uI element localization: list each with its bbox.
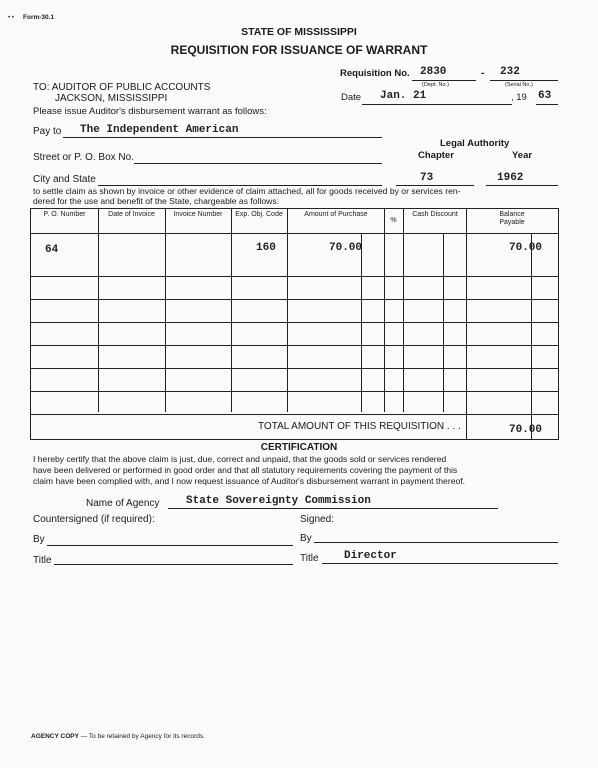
date-year-line — [536, 104, 558, 105]
by-line-left — [47, 545, 293, 546]
title-line-right — [322, 563, 558, 564]
footer-note — [31, 733, 205, 740]
col-line — [231, 209, 232, 412]
to-city-line: JACKSON, MISSISSIPPI — [55, 93, 168, 104]
year-value: 1962 — [497, 172, 524, 184]
dept-no-line — [412, 80, 476, 81]
header-amount: Amount of Purchase — [304, 211, 368, 218]
by-label-right: By — [300, 533, 312, 544]
cents-line — [443, 233, 444, 412]
cents-line — [361, 233, 362, 412]
certification-title: CERTIFICATION — [260, 442, 338, 453]
agency-value: State Sovereignty Commission — [186, 495, 371, 507]
requisition-dash: - — [481, 68, 485, 79]
settle-text-2: dered for the use and benefit of the State, chargeable as follows: — [33, 196, 280, 206]
row-amount-value: 70.00 — [329, 242, 363, 254]
date-year-value: 63 — [538, 90, 552, 102]
city-label: City and State — [33, 174, 96, 185]
row-balance-value: 70.00 — [509, 242, 543, 254]
date-value: Jan. 21 — [380, 90, 427, 102]
header-cash-discount: Cash Discount — [412, 211, 458, 218]
settle-text-1: to settle claim as shown by invoice or other evidence of claim attached, all for goods received by or services ren- — [33, 186, 461, 196]
serial-no-value: 232 — [500, 66, 520, 78]
date-label: Date — [341, 92, 362, 103]
agency-label: Name of Agency — [86, 498, 160, 509]
serial-no-caption: (Serial No.) — [505, 82, 533, 88]
col-line — [287, 209, 288, 412]
title-label-left: Title — [33, 555, 52, 566]
form-number: Form-30.1 — [23, 14, 55, 21]
signed-label: Signed: — [300, 514, 334, 525]
corner-mark: • • — [8, 15, 14, 21]
row-line — [31, 345, 558, 346]
agency-copy-label: AGENCY COPY — [31, 733, 79, 740]
charges-table — [30, 208, 559, 440]
countersigned-label: Countersigned (if required): — [33, 514, 155, 525]
agency-line — [168, 508, 498, 509]
dept-no-caption: (Dept. No.) — [422, 82, 449, 88]
col-line — [384, 209, 385, 412]
col-line — [466, 209, 467, 439]
title-value: Director — [344, 550, 397, 562]
title-label-right: Title — [300, 553, 319, 564]
pay-to-value: The Independent American — [80, 124, 239, 136]
total-value: 70.00 — [509, 424, 543, 436]
row-exp-value: 160 — [256, 242, 276, 254]
row-po-value: 64 — [45, 244, 59, 256]
to-auditor-line: TO: AUDITOR OF PUBLIC ACCOUNTS — [33, 82, 211, 93]
title-line-left — [54, 564, 293, 565]
certification-line-2: have been delivered or performed in good order and that all statutory requirements covering the payment of this — [33, 465, 458, 475]
footer-text: — To be retained by Agency for its records. — [80, 733, 205, 740]
street-label: Street or P. O. Box No. — [33, 152, 134, 163]
chapter-label: Chapter — [418, 150, 454, 161]
row-line — [31, 414, 558, 415]
state-title: STATE OF MISSISSIPPI — [241, 26, 357, 38]
header-percent: % — [390, 217, 397, 224]
certification-line-3: claim have been complied with, and I now request issuance of Auditor's disbursement warrant in payment thereof. — [33, 476, 466, 486]
date-year-prefix: , 19 — [511, 92, 527, 103]
dept-no-value: 2830 — [420, 66, 447, 78]
header-divider — [31, 233, 558, 234]
pay-to-label: Pay to — [33, 126, 62, 137]
chapter-value: 73 — [420, 172, 434, 184]
form-title: REQUISITION FOR ISSUANCE OF WARRANT — [170, 43, 428, 57]
header-balance: Balance Payable — [499, 211, 525, 226]
year-line — [486, 185, 558, 186]
row-line — [31, 368, 558, 369]
requisition-label: Requisition No. — [340, 68, 410, 79]
cents-line — [531, 233, 532, 439]
col-line — [403, 209, 404, 412]
row-line — [31, 391, 558, 392]
year-label: Year — [512, 150, 533, 161]
serial-no-line — [490, 80, 558, 81]
header-invoice-number: Invoice Number — [173, 211, 223, 218]
by-line-right — [314, 542, 558, 543]
pay-to-line — [63, 137, 382, 138]
col-line — [98, 209, 99, 412]
header-invoice-date: Date of Invoice — [108, 211, 155, 218]
date-line — [362, 104, 512, 105]
header-exp-code: Exp. Obj. Code — [235, 211, 283, 218]
row-line — [31, 322, 558, 323]
certification-line-1: I hereby certify that the above claim is just, due, correct and unpaid, that the goods sold or services rendered — [33, 454, 447, 464]
legal-authority-label: Legal Authority — [440, 138, 510, 149]
row-line — [31, 276, 558, 277]
by-label-left: By — [33, 534, 45, 545]
street-line — [134, 163, 382, 164]
col-line — [165, 209, 166, 412]
row-line — [31, 299, 558, 300]
total-label: TOTAL AMOUNT OF THIS REQUISITION . . . — [258, 421, 461, 432]
please-issue-text: Please issue Auditor's disbursement warrant as follows: — [33, 106, 267, 117]
header-po: P. O. Number — [43, 211, 86, 218]
